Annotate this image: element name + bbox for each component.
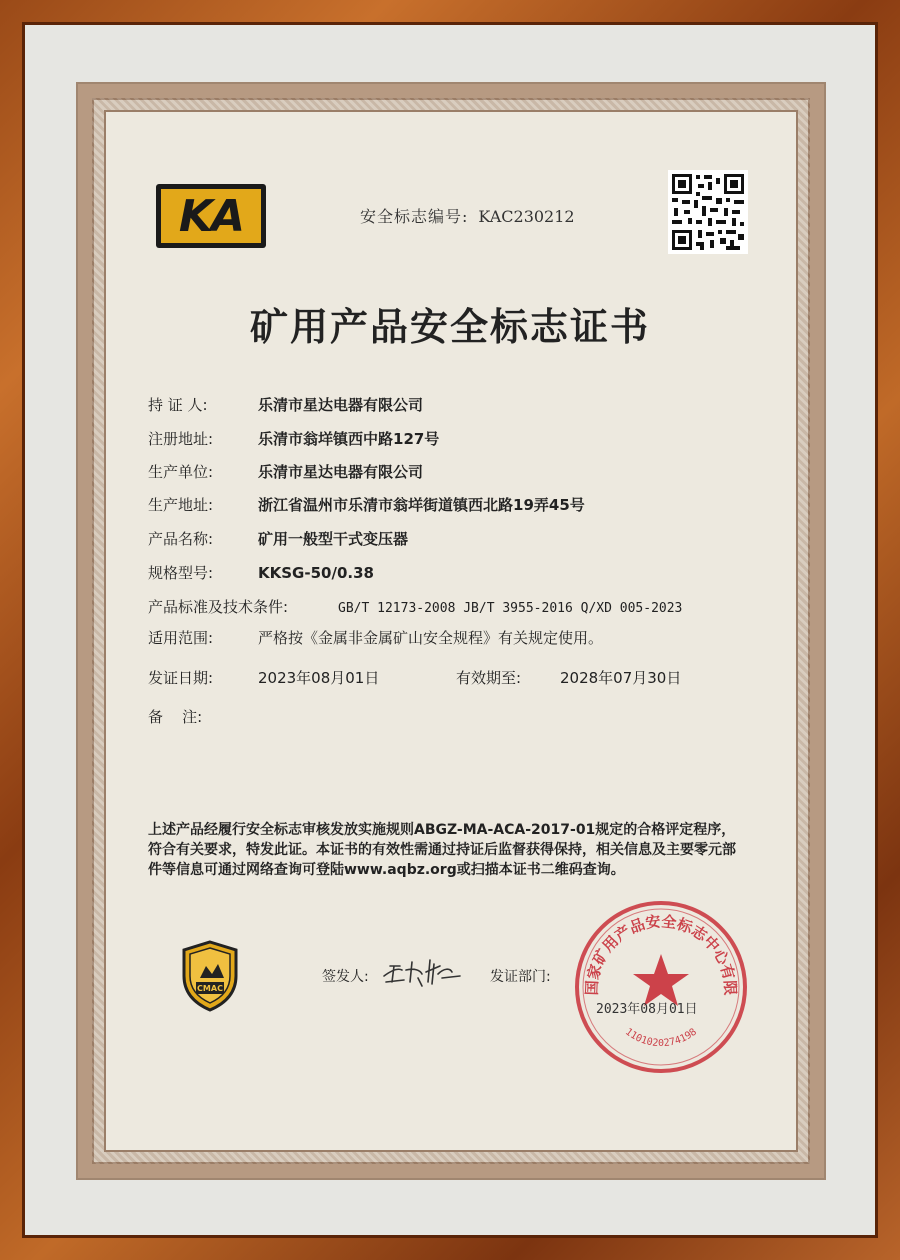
svg-text:1101020274198 xyxy=(623,1027,699,1050)
signature xyxy=(378,952,468,988)
signer-label: 签发人: xyxy=(322,969,369,985)
field-label: 生产地址: xyxy=(148,496,214,514)
seal-number-text: 1101020274198 xyxy=(622,1026,700,1050)
field-value: KKSG-50/0.38 xyxy=(258,564,374,582)
issuer-label: 发证部门: xyxy=(490,969,551,985)
field-production-address xyxy=(148,494,585,515)
field-label: 备 注: xyxy=(148,708,203,726)
field-product-name xyxy=(148,528,408,549)
field-label: 产品标准及技术条件: xyxy=(148,598,289,616)
seal-icon xyxy=(572,898,750,1076)
seal-org-text: 国家矿用产品安全标志中心有限 xyxy=(582,912,740,996)
field-scope xyxy=(148,627,603,648)
field-value: 乐清市星达电器有限公司 xyxy=(258,463,424,481)
serial-value: KAC230212 xyxy=(478,207,575,226)
field-value: 乐清市翁垟镇西中路127号 xyxy=(258,430,440,448)
field-issue-date xyxy=(148,667,379,688)
field-value: 严格按《金属非金属矿山安全规程》有关规定使用。 xyxy=(258,629,604,647)
cmac-logo xyxy=(180,940,240,1012)
ka-logo-text: KA xyxy=(161,189,261,243)
field-label: 生产单位: xyxy=(148,463,214,481)
certificate-statement: 上述产品经履行安全标志审核发放实施规则ABGZ-MA-ACA-2017-01规定的合格评定程序，符合有关要求，特发此证。本证书的有效性需通过持证后监督获得保持，相关信息及主要零元部件等信息可通过网络查询可登陆www.aqbz.org或扫描本证书二维码查询。 xyxy=(148,822,736,878)
field-label: 规格型号: xyxy=(148,564,214,582)
field-label: 发证日期: xyxy=(148,669,214,687)
field-value: 乐清市星达电器有限公司 xyxy=(258,396,424,414)
seal-date: 2023年08月01日 xyxy=(596,1002,698,1017)
field-manufacturer xyxy=(148,461,423,482)
field-valid-until xyxy=(456,667,681,688)
field-label: 注册地址: xyxy=(148,430,214,448)
field-label: 产品名称: xyxy=(148,530,214,548)
serial-label: 安全标志编号: xyxy=(360,207,469,226)
field-remarks xyxy=(148,706,258,727)
field-label: 有效期至: xyxy=(456,669,522,687)
signer xyxy=(322,966,369,986)
field-value: 2028年07月30日 xyxy=(560,669,682,687)
field-label: 适用范围: xyxy=(148,629,214,647)
ka-logo xyxy=(156,184,266,248)
field-label: 持 证 人: xyxy=(148,396,208,414)
signature-icon xyxy=(378,952,468,988)
field-value: 矿用一般型干式变压器 xyxy=(258,530,409,548)
certificate-title: 矿用产品安全标志证书 xyxy=(249,304,650,349)
field-value: GB/T 12173-2008 JB/T 3955-2016 Q/XD 005-2023 xyxy=(338,601,683,616)
qr-code-icon xyxy=(670,172,746,252)
cmac-text: CMAC xyxy=(197,984,223,993)
cmac-shield-icon xyxy=(180,940,240,1012)
field-value: 浙江省温州市乐清市翁垟街道镇西北路19弄45号 xyxy=(258,496,585,514)
qr-code[interactable] xyxy=(668,170,748,254)
field-value: 2023年08月01日 xyxy=(258,669,380,687)
field-standards xyxy=(148,596,682,617)
serial-number xyxy=(360,204,575,227)
field-registered-address xyxy=(148,428,439,449)
official-seal xyxy=(572,898,750,1076)
field-model xyxy=(148,562,374,583)
field-holder xyxy=(148,394,423,415)
